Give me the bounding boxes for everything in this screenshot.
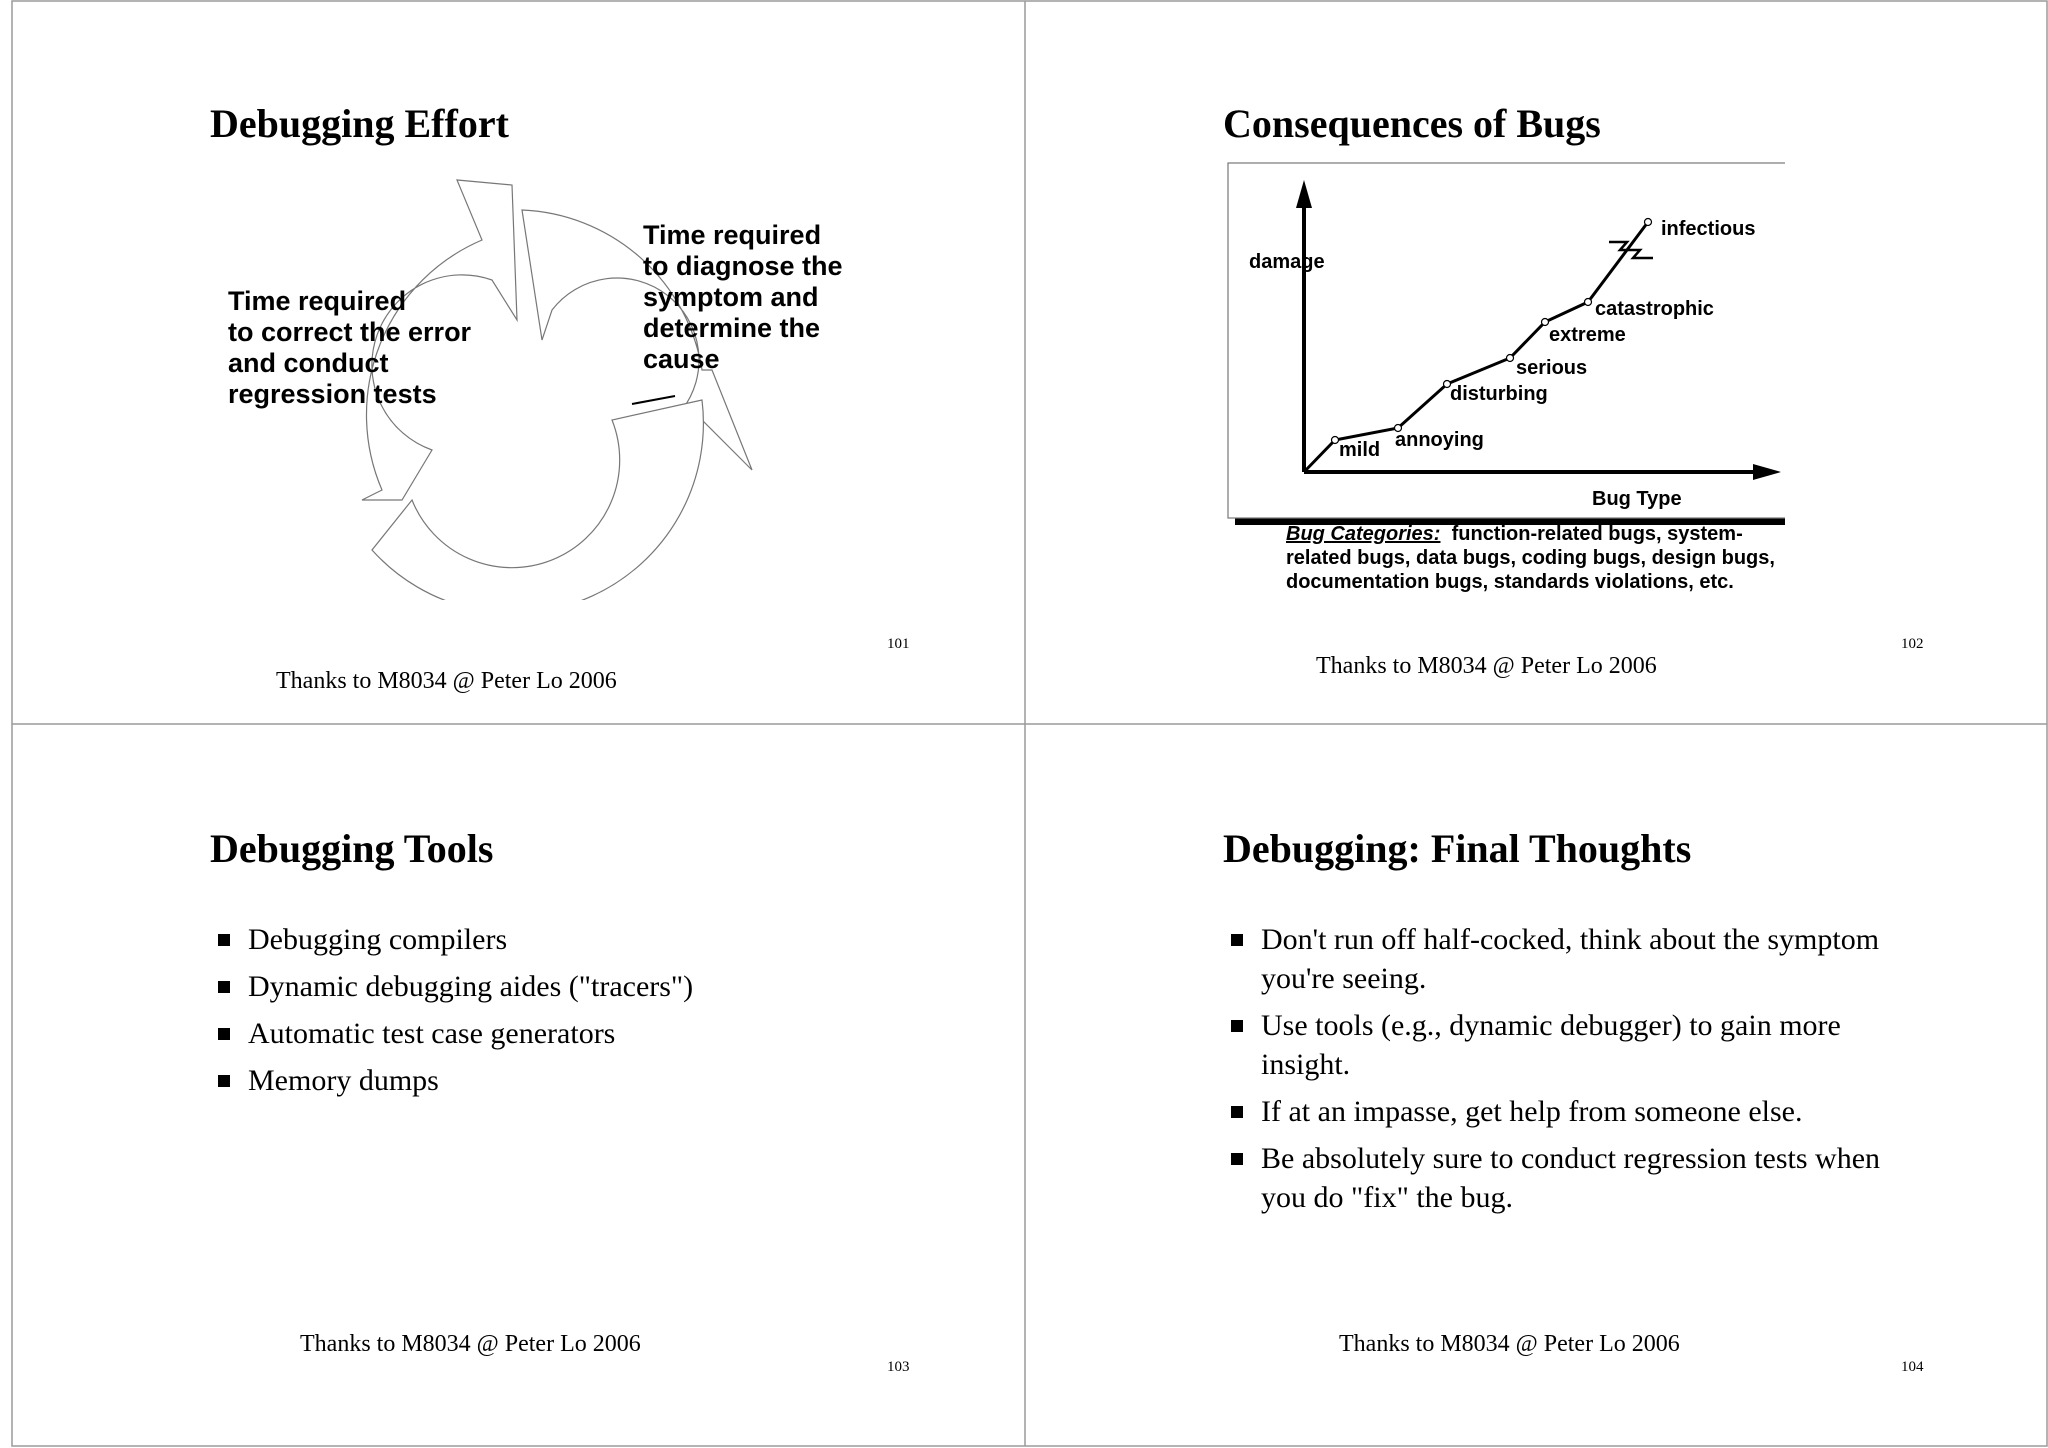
bullet-text: Be absolutely sure to conduct regression tests when you do "fix" the bug. bbox=[1261, 1142, 1881, 1214]
page-number: 102 bbox=[1901, 636, 1924, 652]
cycle-right-line: Time required bbox=[643, 220, 822, 250]
page-number: 104 bbox=[1901, 1359, 1924, 1375]
slide-title: Debugging: Final Thoughts bbox=[1223, 826, 1692, 871]
label-annoying: annoying bbox=[1395, 429, 1484, 451]
bullet-square-icon bbox=[218, 1075, 230, 1087]
cycle-right-line: determine the bbox=[643, 313, 821, 343]
cycle-left-text bbox=[228, 286, 471, 410]
bullet-text: Use tools (e.g., dynamic debugger) to gain more insight. bbox=[1261, 1009, 1841, 1081]
bug-categories-list: function-related bugs, system-related bugs, data bugs, coding bugs, design bugs, documentation bugs, standards violations, etc. bbox=[1286, 523, 1775, 593]
bug-categories-heading: Bug Categories: bbox=[1286, 523, 1441, 545]
cycle-right-line: cause bbox=[643, 344, 720, 374]
bullet-item bbox=[1227, 1139, 1927, 1217]
label-infectious: infectious bbox=[1661, 218, 1756, 240]
bullet-square-icon bbox=[1231, 934, 1243, 946]
bullet-list bbox=[1227, 920, 1927, 1225]
bullet-text: Dynamic debugging aides ("tracers") bbox=[248, 970, 694, 1003]
bullet-square-icon bbox=[218, 981, 230, 993]
bullet-item bbox=[1227, 1006, 1927, 1084]
bullet-square-icon bbox=[1231, 1106, 1243, 1118]
point-extreme bbox=[1542, 319, 1549, 326]
cycle-right-line: to diagnose the bbox=[643, 251, 843, 281]
bullet-list bbox=[214, 920, 974, 1108]
label-serious: serious bbox=[1516, 357, 1588, 379]
slide-footer: Thanks to M8034 @ Peter Lo 2006 bbox=[276, 668, 617, 694]
x-axis-label: Bug Type bbox=[1592, 488, 1682, 510]
slide-footer: Thanks to M8034 @ Peter Lo 2006 bbox=[1316, 653, 1657, 679]
slide-footer: Thanks to M8034 @ Peter Lo 2006 bbox=[1339, 1331, 1680, 1357]
cycle-left-line: regression tests bbox=[228, 379, 437, 409]
slide-debugging-tools bbox=[12, 725, 1035, 1448]
bug-categories-text bbox=[1286, 522, 1786, 594]
bullet-square-icon bbox=[1231, 1020, 1243, 1032]
bullet-square-icon bbox=[1231, 1153, 1243, 1165]
bullet-text: Debugging compilers bbox=[248, 923, 508, 956]
bug-consequence-chart bbox=[1225, 160, 1785, 530]
bullet-text: Don't run off half-cocked, think about the symptom you're seeing. bbox=[1261, 923, 1880, 995]
bullet-text: If at an impasse, get help from someone else. bbox=[1261, 1095, 1803, 1128]
page-number: 101 bbox=[887, 636, 910, 652]
cycle-left-line: Time required bbox=[228, 286, 407, 316]
bullet-item bbox=[214, 920, 974, 959]
slide-footer: Thanks to M8034 @ Peter Lo 2006 bbox=[300, 1331, 641, 1357]
bullet-text: Automatic test case generators bbox=[248, 1017, 616, 1050]
bullet-item bbox=[214, 1014, 974, 1053]
point-infectious bbox=[1645, 219, 1652, 226]
slide-title: Consequences of Bugs bbox=[1223, 101, 1601, 146]
slide-debugging-final-thoughts bbox=[1025, 725, 2048, 1448]
label-extreme: extreme bbox=[1549, 324, 1626, 346]
cycle-left-line: and conduct bbox=[228, 348, 389, 378]
bullet-item bbox=[214, 1061, 974, 1100]
label-disturbing: disturbing bbox=[1450, 383, 1548, 405]
bullet-square-icon bbox=[218, 934, 230, 946]
bullet-text: Memory dumps bbox=[248, 1064, 439, 1097]
slide-consequences-of-bugs bbox=[1025, 0, 2048, 723]
cycle-right-text bbox=[643, 220, 843, 375]
slide-debugging-effort bbox=[12, 0, 1035, 723]
page-number: 103 bbox=[887, 1359, 910, 1375]
slide-title: Debugging Effort bbox=[210, 101, 509, 146]
y-axis-label: damage bbox=[1249, 251, 1325, 273]
cycle-left-line: to correct the error bbox=[228, 317, 472, 347]
slide-title: Debugging Tools bbox=[210, 826, 494, 871]
label-mild: mild bbox=[1339, 439, 1381, 461]
bullet-square-icon bbox=[218, 1028, 230, 1040]
bullet-item bbox=[214, 967, 974, 1006]
point-catastrophic bbox=[1585, 299, 1592, 306]
label-catastrophic: catastrophic bbox=[1595, 298, 1714, 320]
cycle-right-line: symptom and bbox=[643, 282, 819, 312]
bullet-item bbox=[1227, 1092, 1927, 1131]
bullet-item bbox=[1227, 920, 1927, 998]
point-mild bbox=[1332, 437, 1339, 444]
point-serious bbox=[1507, 355, 1514, 362]
